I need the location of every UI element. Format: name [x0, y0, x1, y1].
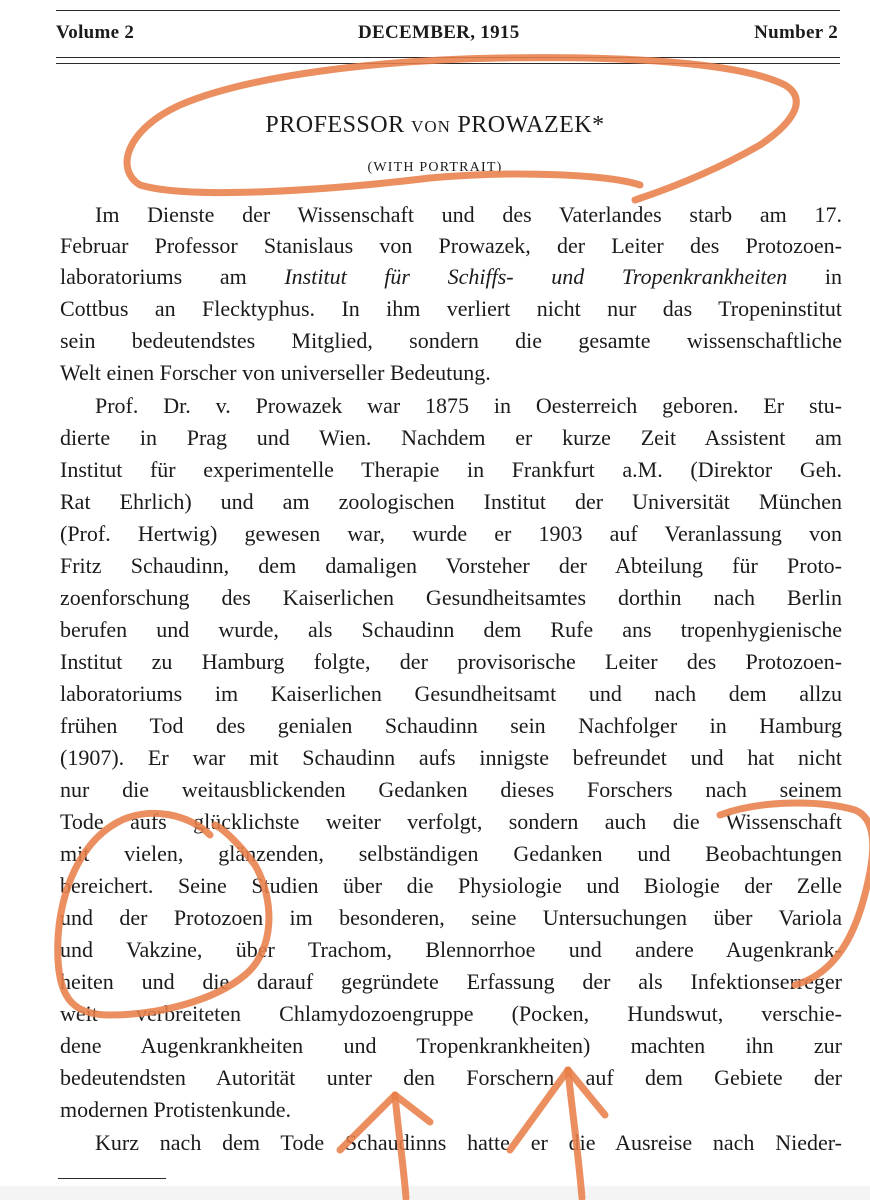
text-line-19: nur die weitausblickenden Gedanken dieses Forschers nach seinem [60, 777, 842, 802]
text-line-28: bedeutendsten Autorität unter den Forschern auf dem Gebiete der [60, 1065, 842, 1090]
volume-label: Volume 2 [56, 22, 135, 43]
text-line-12: Fritz Schaudinn, dem damaligen Vorsteher der Abteilung für Proto- [60, 553, 842, 578]
header-rule-2 [56, 63, 840, 64]
text-line-26: weit verbreiteten Chlamydozoengruppe (Pocken, Hundswut, verschie- [60, 1001, 842, 1026]
text-line-3-start: laboratoriums am [60, 264, 285, 289]
text-line-3-end: in [787, 264, 842, 289]
title-von: VON [411, 117, 451, 136]
text-line-4: Cottbus an Flecktyphus. In ihm verliert nicht nur das Tropeninstitut [60, 296, 842, 321]
text-line-16: laboratoriums im Kaiserlichen Gesundheitsamt und nach dem allzu [60, 681, 842, 706]
text-line-6: Welt einen Forscher von universeller Bedeutung. [60, 360, 491, 385]
text-line-17: frühen Tod des genialen Schaudinn sein Nachfolger in Hamburg [60, 713, 842, 738]
title-part-a: PROFESSOR [265, 112, 412, 138]
text-line-29: modernen Protistenkunde. [60, 1097, 291, 1122]
text-line-23: und der Protozoen im besonderen, seine Untersuchungen über Variola [60, 905, 842, 930]
text-line-24: und Vakzine, über Trachom, Blennorrhoe und andere Augenkrank- [60, 937, 842, 962]
issue-number: Number 2 [754, 22, 838, 43]
text-line-10: Rat Ehrlich) und am zoologischen Institut der Universität München [60, 489, 842, 514]
text-line-15: Institut zu Hamburg folgte, der provisorische Leiter des Protozoen- [60, 649, 842, 674]
text-line-22: bereichert. Seine Studien über die Physiologie und Biologie der Zelle [60, 873, 842, 898]
header-rule-1 [56, 57, 840, 58]
text-line-30: Kurz nach dem Tode Schaudinns hatte er die Ausreise nach Nieder- [95, 1130, 842, 1155]
text-line-9: Institut für experimentelle Therapie in Frankfurt a.M. (Direktor Geh. [60, 457, 842, 482]
title-part-b: PROWAZEK* [450, 112, 605, 138]
text-line-3 [60, 262, 842, 292]
text-line-11: (Prof. Hertwig) gewesen war, wurde er 1903 auf Veranlassung von [60, 521, 842, 546]
text-line-13: zoenforschung des Kaiserlichen Gesundheitsamtes dorthin nach Berlin [60, 585, 842, 610]
text-line-27: dene Augenkrankheiten und Tropenkrankheiten) machten ihn zur [60, 1033, 842, 1058]
text-line-2: Februar Professor Stanislaus von Prowazek, der Leiter des Protozoen- [60, 233, 842, 258]
text-line-14: berufen und wurde, als Schaudinn dem Rufe ans tropenhygienische [60, 617, 842, 642]
text-line-5: sein bedeutendstes Mitglied, sondern die gesamte wissenschaftliche [60, 328, 842, 353]
page-bottom-strip [0, 1186, 870, 1200]
header-top-rule [56, 10, 840, 11]
text-line-18: (1907). Er war mit Schaudinn aufs innigste befreundet und hat nicht [60, 745, 842, 770]
text-line-20: Tode aufs glücklichste weiter verfolgt, sondern auch die Wissenschaft [60, 809, 842, 834]
article-title [0, 112, 870, 139]
issue-date: DECEMBER, 1915 [358, 22, 520, 43]
text-line-8: dierte in Prag und Wien. Nachdem er kurze Zeit Assistent am [60, 425, 842, 450]
text-line-25: heiten und die darauf gegründete Erfassung der als Infektionserreger [60, 969, 842, 994]
text-line-21: mit vielen, glänzenden, selbständigen Gedanken und Beobachtungen [60, 841, 842, 866]
text-line-1: Im Dienste der Wissenschaft und des Vaterlandes starb am 17. [95, 202, 842, 227]
institute-name-italic: Institut für Schiffs- und Tropenkrankheiten [284, 264, 788, 289]
article-subtitle: (WITH PORTRAIT) [367, 160, 503, 175]
text-line-7: Prof. Dr. v. Prowazek war 1875 in Oesterreich geboren. Er stu- [95, 393, 842, 418]
footnote-rule [58, 1178, 166, 1179]
